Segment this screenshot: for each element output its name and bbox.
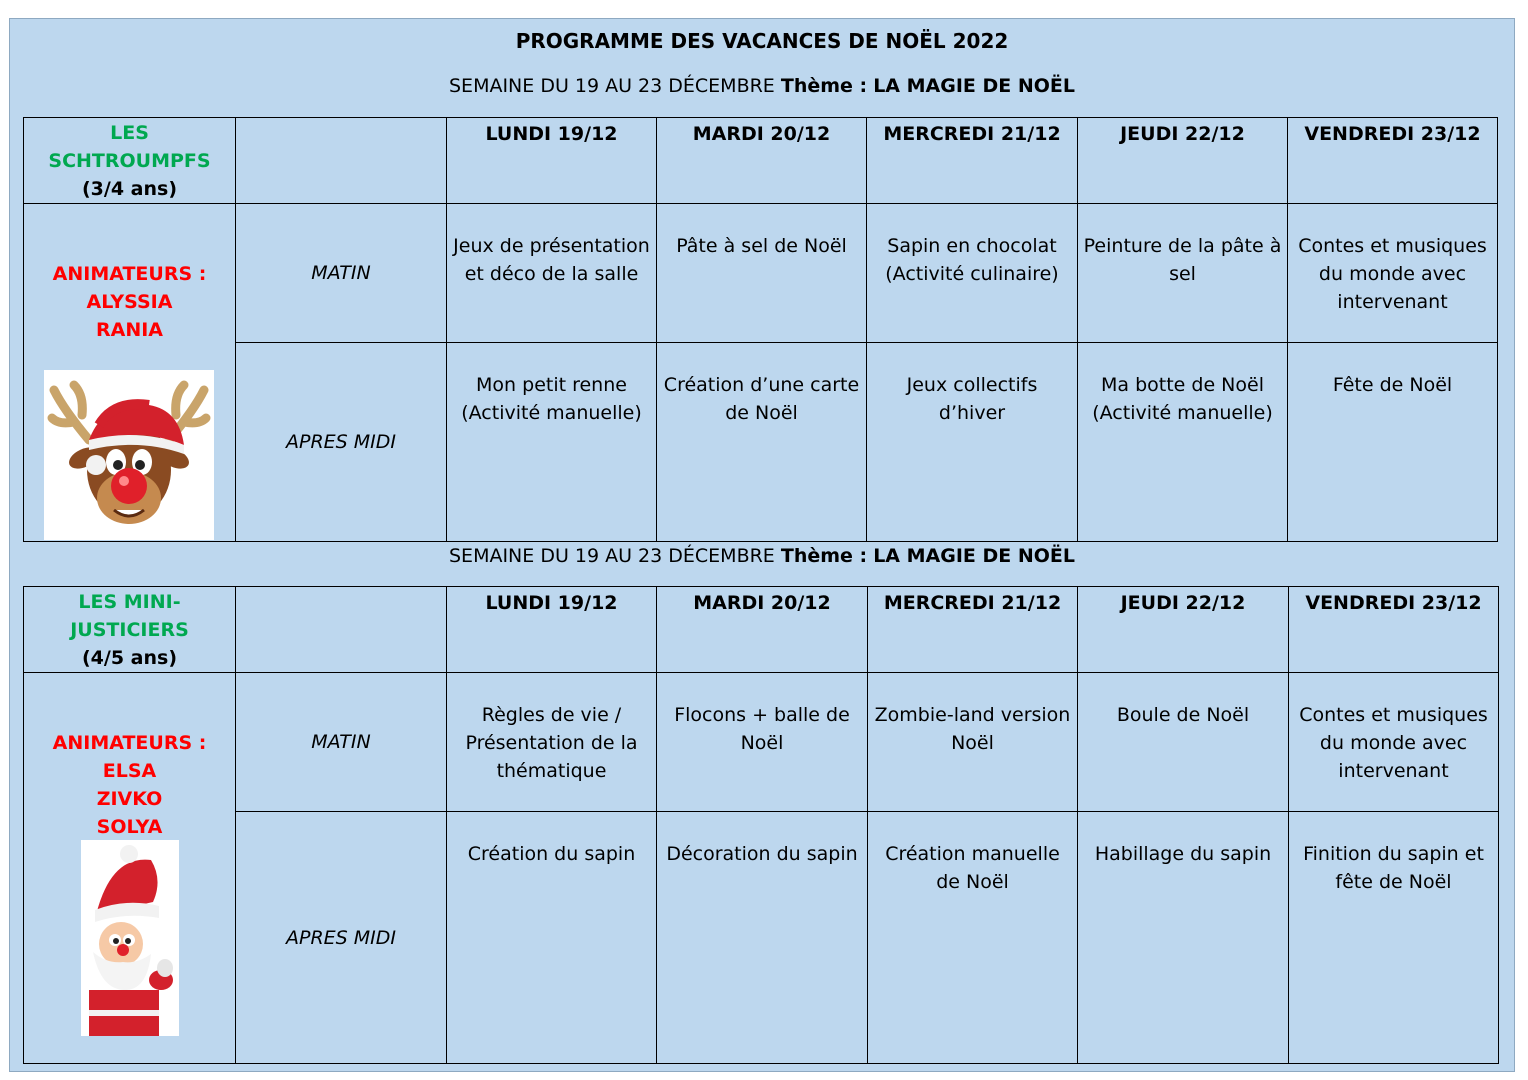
activity-cell: Règles de vie / Présentation de la thématique <box>447 673 657 812</box>
apres-midi-row <box>24 812 1499 1064</box>
activity-cell: Boule de Noël <box>1078 673 1289 812</box>
table-header-row <box>24 118 1498 204</box>
page <box>9 18 1515 1072</box>
animateur-name: SOLYA <box>96 816 163 838</box>
activity-cell: Contes et musiques du monde avec intervenant <box>1289 673 1499 812</box>
empty-header-cell <box>236 118 447 204</box>
animateur-name: ZIVKO <box>96 788 163 810</box>
week-2-dates: SEMAINE DU 19 AU 23 DÉCEMBRE <box>449 545 775 567</box>
activity-cell: Contes et musiques du monde avec intervenant <box>1288 204 1498 343</box>
activity-cell: Jeux collectifs d’hiver <box>867 343 1078 542</box>
period-label: MATIN <box>236 204 447 343</box>
week-1-theme-value: LA MAGIE DE NOËL <box>873 75 1075 97</box>
day-header: MERCREDI 21/12 <box>867 118 1078 204</box>
matin-row <box>24 204 1498 343</box>
animateurs-label: ANIMATEURS : <box>52 263 207 285</box>
animateurs-cell <box>24 673 236 1064</box>
group-name-line2: JUSTICIERS <box>70 619 189 641</box>
reindeer-illustration <box>44 370 214 540</box>
group-cell <box>24 587 236 673</box>
day-header: LUNDI 19/12 <box>447 118 657 204</box>
week-2-table <box>23 586 1499 1064</box>
group-name-line2: SCHTROUMPFS <box>48 150 211 172</box>
activity-cell: Flocons + balle de Noël <box>657 673 868 812</box>
day-header: VENDREDI 23/12 <box>1288 118 1498 204</box>
activity-cell: Décoration du sapin <box>657 812 868 1064</box>
day-header: MARDI 20/12 <box>657 587 868 673</box>
santa-illustration <box>81 840 179 1036</box>
group-age: (4/5 ans) <box>81 647 178 669</box>
activity-cell: Mon petit renne (Activité manuelle) <box>447 343 657 542</box>
activity-cell: Peinture de la pâte à sel <box>1078 204 1288 343</box>
day-header: VENDREDI 23/12 <box>1289 587 1499 673</box>
period-label: MATIN <box>236 673 447 812</box>
group-age: (3/4 ans) <box>81 178 178 200</box>
animateurs-label: ANIMATEURS : <box>52 732 207 754</box>
activity-cell: Jeux de présentation et déco de la salle <box>447 204 657 343</box>
day-header: LUNDI 19/12 <box>447 587 657 673</box>
group-cell <box>24 118 236 204</box>
table-header-row <box>24 587 1499 673</box>
activity-cell: Fête de Noël <box>1288 343 1498 542</box>
activity-cell: Pâte à sel de Noël <box>657 204 867 343</box>
day-header: JEUDI 22/12 <box>1078 118 1288 204</box>
activity-cell: Finition du sapin et fête de Noël <box>1289 812 1499 1064</box>
week-1-table <box>23 117 1498 542</box>
week-1-theme-label: Thème : <box>780 75 868 97</box>
day-header: JEUDI 22/12 <box>1078 587 1289 673</box>
period-label: APRES MIDI <box>236 812 447 1064</box>
activity-cell: Ma botte de Noël (Activité manuelle) <box>1078 343 1288 542</box>
activity-cell: Création manuelle de Noël <box>868 812 1078 1064</box>
empty-header-cell <box>236 587 447 673</box>
day-header: MERCREDI 21/12 <box>868 587 1078 673</box>
week-2-heading <box>10 545 1514 567</box>
activity-cell: Habillage du sapin <box>1078 812 1289 1064</box>
page-title: PROGRAMME DES VACANCES DE NOËL 2022 <box>515 29 1009 53</box>
week-2-theme-value: LA MAGIE DE NOËL <box>873 545 1075 567</box>
matin-row <box>24 673 1499 812</box>
animateur-name: ELSA <box>102 760 157 782</box>
week-1-dates: SEMAINE DU 19 AU 23 DÉCEMBRE <box>449 75 775 97</box>
group-name-line1: LES <box>110 122 149 144</box>
week-1-heading <box>10 75 1514 97</box>
animateurs-cell <box>24 204 236 542</box>
period-label: APRES MIDI <box>236 343 447 542</box>
week-2-theme-label: Thème : <box>780 545 868 567</box>
activity-cell: Création du sapin <box>447 812 657 1064</box>
activity-cell: Sapin en chocolat (Activité culinaire) <box>867 204 1078 343</box>
animateur-name: ALYSSIA <box>86 291 173 313</box>
day-header: MARDI 20/12 <box>657 118 867 204</box>
animateur-name: RANIA <box>95 319 163 341</box>
apres-midi-row <box>24 343 1498 542</box>
activity-cell: Zombie-land version Noël <box>868 673 1078 812</box>
group-name-line1: LES MINI- <box>78 591 181 613</box>
activity-cell: Création d’une carte de Noël <box>657 343 867 542</box>
